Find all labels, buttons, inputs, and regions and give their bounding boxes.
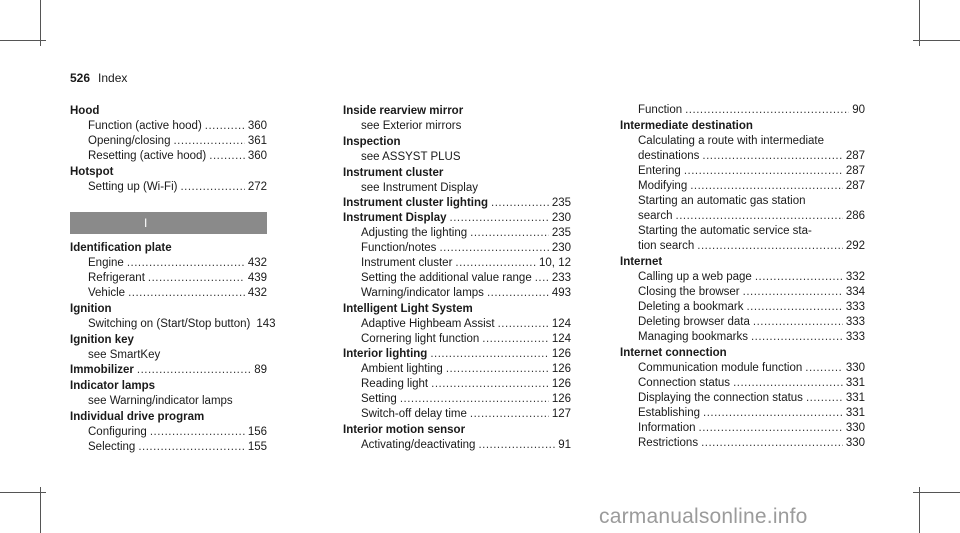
dot-leader bbox=[491, 196, 549, 211]
index-heading: Internet bbox=[620, 256, 663, 268]
page-reference: 493 bbox=[551, 287, 571, 299]
entry-text: Modifying bbox=[638, 180, 688, 192]
entry-text: Warning/indicator lamps bbox=[361, 287, 484, 299]
index-subentry bbox=[70, 440, 267, 455]
entry-text: Vehicle bbox=[88, 287, 126, 299]
index-subentry: see Exterior mirrors bbox=[361, 120, 462, 132]
entry-text: Displaying the connection status bbox=[638, 392, 803, 404]
page-reference: 235 bbox=[551, 197, 571, 209]
index-subentry bbox=[343, 256, 571, 271]
dot-leader bbox=[482, 332, 549, 347]
entry-text: Restrictions bbox=[638, 437, 699, 449]
dot-leader bbox=[806, 391, 843, 406]
index-subentry bbox=[343, 271, 571, 286]
dot-leader bbox=[685, 103, 849, 118]
page-reference: 439 bbox=[247, 272, 267, 284]
index-subentry bbox=[343, 407, 571, 422]
section-title: Index bbox=[98, 71, 128, 85]
dot-leader bbox=[701, 436, 843, 451]
index-subentry bbox=[620, 103, 865, 118]
index-subentry bbox=[620, 361, 865, 376]
index-subentry bbox=[620, 421, 865, 436]
index-heading bbox=[343, 196, 571, 211]
entry-text: Function (active hood) bbox=[88, 120, 202, 132]
entry-text: Refrigerant bbox=[88, 272, 145, 284]
dot-leader bbox=[150, 425, 245, 440]
dot-leader bbox=[805, 361, 843, 376]
entry-text: Engine bbox=[88, 257, 124, 269]
entry-text: Switch-off delay time bbox=[361, 408, 467, 420]
dot-leader bbox=[138, 440, 245, 455]
index-subentry bbox=[620, 406, 865, 421]
index-heading: Hood bbox=[70, 105, 100, 117]
page-reference: 432 bbox=[247, 257, 267, 269]
entry-text: destinations bbox=[638, 150, 700, 162]
dot-leader bbox=[209, 149, 245, 164]
index-subentry: Starting an automatic gas station bbox=[638, 195, 806, 207]
dot-leader bbox=[753, 315, 843, 330]
page-reference: 333 bbox=[845, 316, 865, 328]
dot-leader bbox=[455, 256, 536, 271]
index-heading: Interior motion sensor bbox=[343, 424, 466, 436]
dot-leader bbox=[173, 134, 244, 149]
index-subentry bbox=[620, 270, 865, 285]
index-subentry bbox=[620, 149, 865, 164]
index-subentry: see SmartKey bbox=[88, 349, 161, 361]
page-reference: 330 bbox=[845, 362, 865, 374]
index-subentry bbox=[343, 392, 571, 407]
index-subentry bbox=[620, 164, 865, 179]
dot-leader bbox=[690, 179, 843, 194]
dot-leader bbox=[127, 256, 245, 271]
page-reference: 143 bbox=[256, 318, 276, 330]
index-subentry bbox=[620, 179, 865, 194]
entry-text: Switching on (Start/Stop button) bbox=[88, 318, 251, 330]
index-heading: Inside rearview mirror bbox=[343, 105, 464, 117]
index-subentry bbox=[620, 330, 865, 345]
dot-leader bbox=[699, 421, 843, 436]
dot-leader bbox=[430, 347, 548, 362]
page-reference: 292 bbox=[845, 240, 865, 252]
dot-leader bbox=[535, 271, 549, 286]
index-heading: Indicator lamps bbox=[70, 380, 155, 392]
page-reference: 287 bbox=[845, 165, 865, 177]
crop-mark bbox=[913, 40, 960, 41]
index-heading: Individual drive program bbox=[70, 411, 205, 423]
entry-text: Reading light bbox=[361, 378, 429, 390]
index-subentry bbox=[70, 286, 267, 301]
index-subentry bbox=[343, 362, 571, 377]
page-reference: 230 bbox=[551, 242, 571, 254]
dot-leader bbox=[450, 211, 549, 226]
entry-text: Establishing bbox=[638, 407, 701, 419]
index-subentry bbox=[70, 425, 267, 440]
page-reference: 332 bbox=[845, 271, 865, 283]
index-subentry bbox=[620, 239, 865, 254]
entry-text: Instrument cluster lighting bbox=[343, 197, 489, 209]
index-subentry bbox=[70, 119, 267, 134]
dot-leader bbox=[128, 286, 245, 301]
entry-text: Managing bookmarks bbox=[638, 331, 748, 343]
index-subentry bbox=[620, 391, 865, 406]
index-subentry bbox=[70, 271, 267, 286]
dot-leader bbox=[487, 286, 549, 301]
index-heading bbox=[343, 211, 571, 226]
index-heading: Intelligent Light System bbox=[343, 303, 473, 315]
dot-leader bbox=[755, 270, 843, 285]
entry-text: Adaptive Highbeam Assist bbox=[361, 318, 495, 330]
crop-mark bbox=[913, 492, 960, 493]
index-subentry bbox=[343, 226, 571, 241]
index-subentry: see ASSYST PLUS bbox=[361, 151, 461, 163]
page-reference: 331 bbox=[845, 407, 865, 419]
entry-text: Instrument Display bbox=[343, 212, 447, 224]
page-reference: 235 bbox=[551, 227, 571, 239]
index-subentry bbox=[620, 300, 865, 315]
index-heading: Internet connection bbox=[620, 347, 727, 359]
page-reference: 361 bbox=[247, 135, 267, 147]
index-heading: Instrument cluster bbox=[343, 167, 444, 179]
dot-leader bbox=[743, 285, 843, 300]
index-subentry: Starting the automatic service sta- bbox=[638, 225, 812, 237]
page-reference: 230 bbox=[551, 212, 571, 224]
page-header bbox=[70, 71, 127, 85]
page-reference: 287 bbox=[845, 150, 865, 162]
page-reference: 330 bbox=[845, 422, 865, 434]
page-reference: 286 bbox=[845, 210, 865, 222]
page-reference: 334 bbox=[845, 286, 865, 298]
dot-leader bbox=[703, 406, 843, 421]
crop-mark bbox=[40, 487, 41, 533]
page-reference: 333 bbox=[845, 301, 865, 313]
dot-leader bbox=[148, 271, 245, 286]
dot-leader bbox=[400, 392, 549, 407]
entry-text: search bbox=[638, 210, 673, 222]
dot-leader bbox=[684, 164, 843, 179]
page-reference: 90 bbox=[852, 104, 865, 116]
entry-text: Activating/deactivating bbox=[361, 439, 476, 451]
index-heading: Intermediate destination bbox=[620, 120, 753, 132]
entry-text: Opening/closing bbox=[88, 135, 171, 147]
index-subentry: Calculating a route with intermediate bbox=[638, 135, 825, 147]
dot-leader bbox=[446, 362, 549, 377]
crop-mark bbox=[0, 492, 46, 493]
index-subentry bbox=[343, 317, 571, 332]
dot-leader bbox=[733, 376, 843, 391]
index-subentry bbox=[70, 149, 267, 164]
entry-text: Communication module function bbox=[638, 362, 803, 374]
dot-leader bbox=[751, 330, 843, 345]
index-subentry bbox=[343, 377, 571, 392]
page-reference: 331 bbox=[845, 377, 865, 389]
index-subentry: see Warning/indicator lamps bbox=[88, 395, 233, 407]
page-reference: 233 bbox=[551, 272, 571, 284]
page-reference: 432 bbox=[247, 287, 267, 299]
page-reference: 89 bbox=[254, 364, 267, 376]
index-heading: Ignition key bbox=[70, 334, 134, 346]
entry-text: Immobilizer bbox=[70, 364, 134, 376]
index-subentry bbox=[620, 209, 865, 224]
page-reference: 272 bbox=[247, 181, 267, 193]
entry-text: Interior lighting bbox=[343, 348, 428, 360]
index-heading: Inspection bbox=[343, 136, 401, 148]
index-subentry bbox=[343, 332, 571, 347]
dot-leader bbox=[697, 239, 843, 254]
entry-text: Resetting (active hood) bbox=[88, 150, 207, 162]
page-reference: 331 bbox=[845, 392, 865, 404]
page-number: 526 bbox=[70, 71, 91, 85]
entry-text: tion search bbox=[638, 240, 695, 252]
index-subentry bbox=[343, 286, 571, 301]
dot-leader bbox=[205, 119, 245, 134]
index-subentry bbox=[343, 438, 571, 453]
entry-text: Setting bbox=[361, 393, 397, 405]
page-reference: 124 bbox=[551, 318, 571, 330]
crop-mark bbox=[0, 40, 46, 41]
entry-text: Closing the browser bbox=[638, 286, 740, 298]
page-reference: 156 bbox=[247, 426, 267, 438]
index-subentry bbox=[70, 317, 276, 332]
page-reference: 155 bbox=[247, 441, 267, 453]
page-reference: 126 bbox=[551, 378, 571, 390]
dot-leader bbox=[676, 209, 843, 224]
index-letter-bar: I bbox=[70, 212, 267, 234]
index-heading: Ignition bbox=[70, 303, 112, 315]
page-reference: 91 bbox=[558, 439, 571, 451]
page-reference: 126 bbox=[551, 393, 571, 405]
entry-text: Cornering light function bbox=[361, 333, 480, 345]
entry-text: Connection status bbox=[638, 377, 731, 389]
index-subentry bbox=[70, 134, 267, 149]
index-subentry bbox=[620, 376, 865, 391]
entry-text: Ambient lighting bbox=[361, 363, 443, 375]
entry-text: Setting the additional value range bbox=[361, 272, 532, 284]
page-reference: 330 bbox=[845, 437, 865, 449]
entry-text: Deleting browser data bbox=[638, 316, 750, 328]
index-subentry bbox=[343, 241, 571, 256]
page-reference: 360 bbox=[247, 120, 267, 132]
dot-leader bbox=[439, 241, 548, 256]
index-column-3 bbox=[620, 103, 865, 451]
watermark: carmanualsonline.info bbox=[599, 505, 808, 528]
page-reference: 10, 12 bbox=[539, 257, 571, 269]
entry-text: Deleting a bookmark bbox=[638, 301, 744, 313]
entry-text: Function bbox=[638, 104, 683, 116]
entry-text: Instrument cluster bbox=[361, 257, 453, 269]
dot-leader bbox=[702, 149, 842, 164]
entry-text: Selecting bbox=[88, 441, 136, 453]
index-subentry bbox=[70, 256, 267, 271]
entry-text: Function/notes bbox=[361, 242, 437, 254]
dot-leader bbox=[498, 317, 549, 332]
index-column-2 bbox=[343, 103, 571, 453]
page-reference: 124 bbox=[551, 333, 571, 345]
dot-leader bbox=[180, 180, 244, 195]
entry-text: Configuring bbox=[88, 426, 147, 438]
page-reference: 126 bbox=[551, 348, 571, 360]
index-heading bbox=[343, 347, 571, 362]
index-heading bbox=[70, 363, 267, 378]
index-subentry bbox=[620, 285, 865, 300]
dot-leader bbox=[431, 377, 549, 392]
entry-text: Setting up (Wi-Fi) bbox=[88, 181, 178, 193]
entry-text: Entering bbox=[638, 165, 681, 177]
entry-text: Calling up a web page bbox=[638, 271, 752, 283]
page-reference: 360 bbox=[247, 150, 267, 162]
crop-mark bbox=[919, 487, 920, 533]
dot-leader bbox=[746, 300, 842, 315]
dot-leader bbox=[137, 363, 251, 378]
page-reference: 287 bbox=[845, 180, 865, 192]
index-heading: Hotspot bbox=[70, 166, 114, 178]
index-subentry bbox=[620, 315, 865, 330]
dot-leader bbox=[470, 226, 549, 241]
index-subentry: see Instrument Display bbox=[361, 182, 478, 194]
index-subentry bbox=[620, 436, 865, 451]
entry-text: Adjusting the lighting bbox=[361, 227, 468, 239]
page-reference: 127 bbox=[551, 408, 571, 420]
index-subentry bbox=[70, 180, 267, 195]
page-reference: 333 bbox=[845, 331, 865, 343]
page-reference: 126 bbox=[551, 363, 571, 375]
dot-leader bbox=[478, 438, 555, 453]
index-heading: Identification plate bbox=[70, 242, 172, 254]
dot-leader bbox=[470, 407, 549, 422]
entry-text: Information bbox=[638, 422, 696, 434]
index-column-1 bbox=[70, 103, 276, 455]
